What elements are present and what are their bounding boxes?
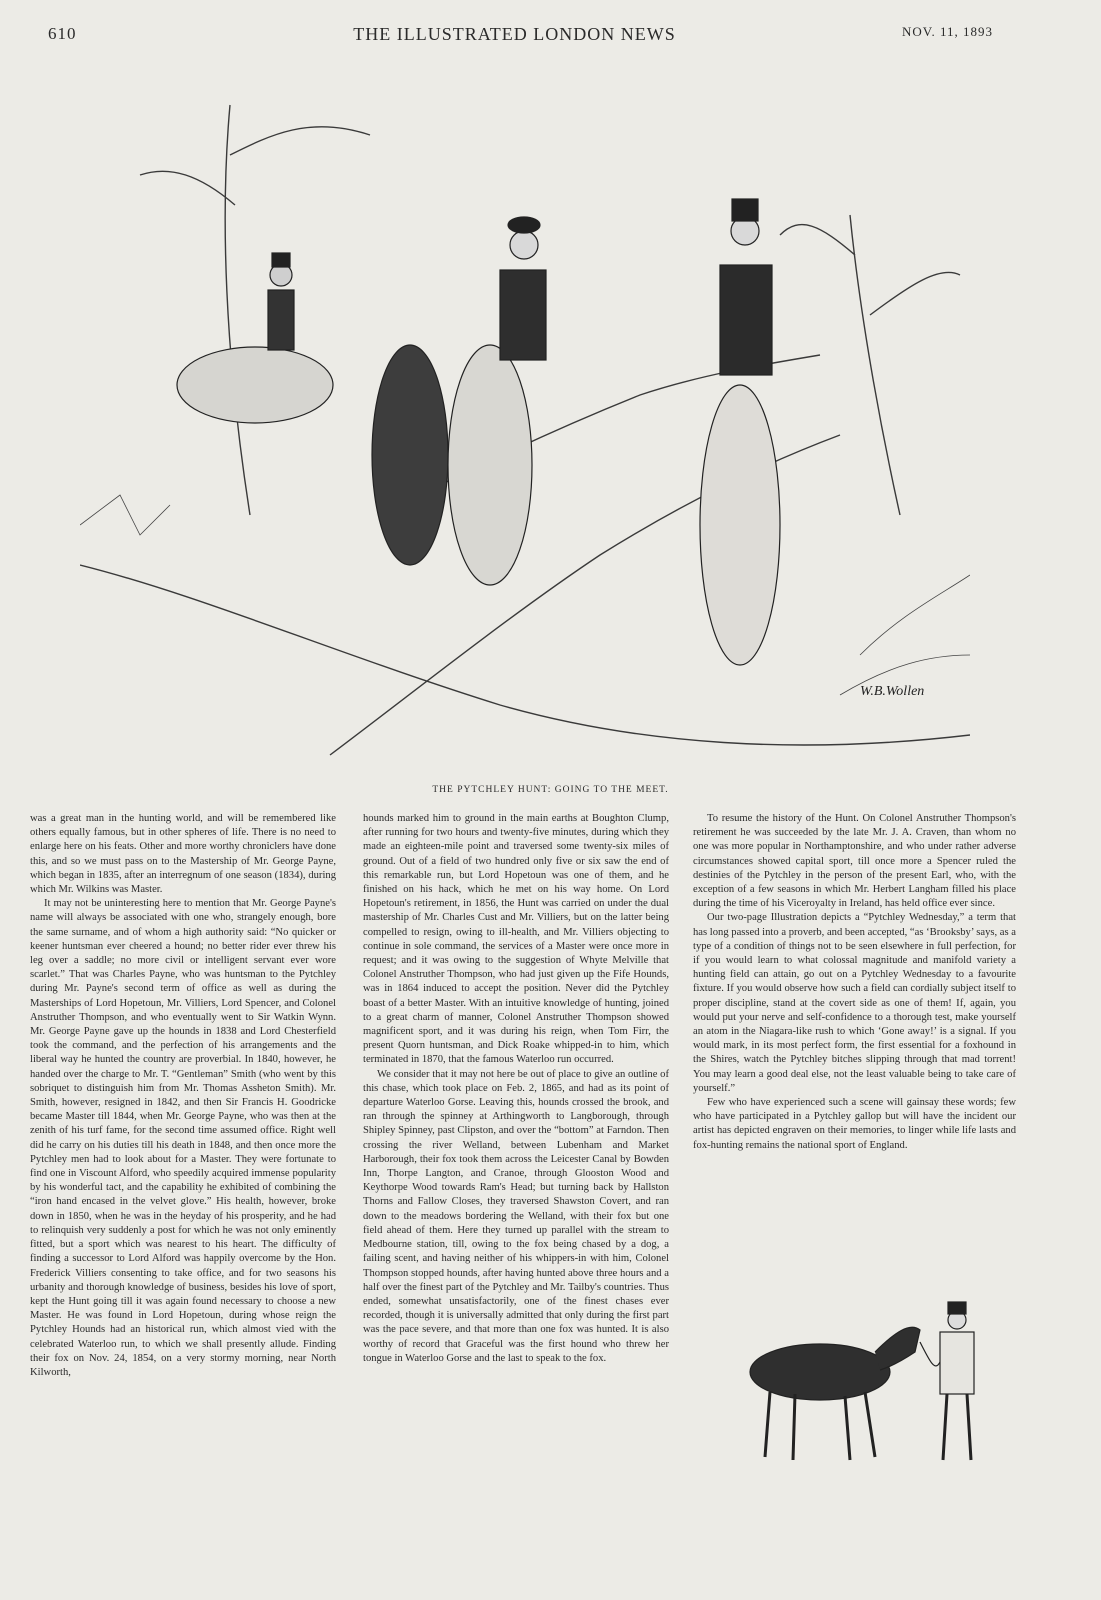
article-column-3 — [693, 812, 1016, 1153]
page-number: 610 — [48, 24, 77, 43]
paragraph: was a great man in the hunting world, and will be remembered like others equally famous, but in other spheres of life. There is no need to enlarge here on his feats. Other and more worthy chroniclers have done this, and so we must pass on to the Mastership of Mr. George Payne, which began in 1835, after an interregnum of one season (1834), during which Mr. Wilkins was Master. — [30, 813, 336, 896]
paragraph: Our two-page Illustration depicts a “Pytchley Wednesday,” a term that has long passed into a proverb, and been accepted, “as ‘Brooksby’ says, as a type of a condition of things not to be seen elsewhere in full perfection, for if you would learn to what colossal magnitude and manifold variety a hunting field can attain, go out on a Pytchley Wednesday to a favourite fixture. If you would observe how such a field can cordially subject itself to proper discipline, stand at the covert side as one of them! If, again, you would put your nerve and self-confidence to a thorough test, make yourself an atom in the Niagara-like rush to which ‘Gone away!’ is a signal. If you would mark, in its most perfect form, the first essential for a foxhound in the Shires, watch the Pytchley bitches slipping through that mad torrent! You may learn a good deal else, not the least valuable being to take care of yourself.” — [693, 912, 1016, 1094]
paragraph: Few who have experienced such a scene will gainsay these words; few who have participated in a Pytchley gallop but will have the incident our artist has depicted engraven on their memories, to linger while life lasts and fox-hunting remains the national sport of England. — [693, 1097, 1016, 1151]
paragraph: It may not be uninteresting here to mention that Mr. George Payne's name will always be associated with one who, strangely enough, bore the same surname, and of whom a high authority said: “No quicker or keener huntsman ever cheered a hound; no better rider ever threw his leg over a saddle; no more civil or intelligent servant ever wore scarlet.” That was Charles Payne, who was huntsman to the Pytchley during Mr. Payne's second term of office as well as during the Masterships of Lord Hopetoun, Mr. Villiers, Lord Spencer, and Colonel Anstruther Thompson, and who eventually went to Sir Watkin Wynn. Mr. George Payne gave up the hounds in 1838 and Lord Chesterfield took the command, and the perfection of his arrangements and the liberal way he hunted the country are proverbial. In 1840, however, he handed over the charge to Mr. T. “Gentleman” Smith (who went by this sobriquet to distinguish him from Mr. Thomas Assheton Smith). Mr. Smith, however, resigned in 1842, and then Sir Francis H. Goodricke became Master till 1844, when Mr. George Payne, who was then at the zenith of his turf fame, for the second time assumed office. Right well did he carry on his duties till his death in 1848, and then once more the Pytchley men had to look about for a Master. They were fortunate to find one in Viscount Alford, who speedily acquired immense popularity by his wonderful tact, and the capability he exhibited of combining the “iron hand encased in the velvet glove.” His health, however, broke down in 1850, when he was in the heyday of his prosperity, and he had to relinquish very suddenly a post for which he was not only eminently fitted, but a sport which was nearest to his heart. The difficulty of finding a successor to Lord Alford was happily overcome by the Hon. Frederick Villiers consenting to take office, and for two seasons his urbanity and thorough knowledge of business, besides his love of sport, kept the Hunt going till it was again found necessary to choose a new Master. He was found in Lord Hopetoun, during whose reign the Pytchley Hounds had an historical run, which almost vied with the celebrated Waterloo run, to which we shall presently allude. Finding their fox on Nov. 24, 1854, on a very stormy morning, near North Kilworth, — [30, 898, 336, 1378]
artist-signature: W.B.Wollen — [860, 684, 925, 699]
paragraph: To resume the history of the Hunt. On Colonel Anstruther Thompson's retirement he was succeeded by the late Mr. J. A. Craven, than whom no one was more popular in Northamptonshire, and who under rather adverse circumstances showed capital sport, till once more a Spencer ruled the destinies of the Pytchley in the person of the present Earl, who, with the exception of a few seasons in which Mr. Herbert Langham filled his place during the time of his Viceroyalty in Ireland, has held office ever since. — [693, 813, 1016, 910]
newspaper-title: THE ILLUSTRATED LONDON NEWS — [353, 24, 676, 44]
issue-date: NOV. 11, 1893 — [901, 24, 993, 39]
groom-with-horse-illustration — [725, 1292, 1025, 1472]
paragraph: We consider that it may not here be out of place to give an outline of this chase, which took place on Feb. 2, 1865, and had as its point of departure Waterloo Gorse. Leaving this, hounds crossed the brook, and ran through the spinney at Arthingworth to Langborough, through Shipley Spinney, past Clipston, and over the “bottom” at Farndon. Then crossing the river Welland, between Lubenham and Market Harborough, their fox took them across the Leicester Canal by Bowden Inn, Thorpe Langton, and Cranoe, through Glooston Wood and Keythorpe Wood towards Ram's Head; but turning back by Hallston Thorns and Fallow Closes, they traversed Shawston Covert, and ran down to the meadows bordering the Welland, with their fox but one field ahead of them. Here they turned up parallel with the stream to Medbourne station, till, owing to the fox being chased by a dog, a failing scent, and having neither of his whippers-in with him, Colonel Thompson stopped hounds, after having hunted above three hours and a half over the finest part of the Pytchley and Mr. Tailby's countries. Thus ended, somewhat unsatisfactorily, one of the finest chases ever recorded, though it is universally admitted that only during the first part was the pace severe, and that more than one fox was hunted. It is also worthy of record that Graceful was the first hound who threw her tongue in Waterloo Gorse and the last to speak to the fox. — [363, 1068, 669, 1364]
article-column-2 — [363, 812, 669, 1366]
masthead — [48, 24, 993, 50]
article-column-1 — [30, 812, 336, 1380]
hunt-riders-illustration — [80, 95, 970, 775]
paragraph: hounds marked him to ground in the main earths at Boughton Clump, after running for two hours and twenty-five minutes, during which they made an eighteen-mile point and traversed some twenty-six miles of ground. Out of a field of two hundred only five or six saw the end of this remarkable run, but Lord Hopetoun was one of them, and he finished on his hack, which he met on his way home. On Lord Hopetoun's retirement, in 1856, the Hunt was carried on under the dual mastership of Mr. Charles Cust and Mr. Villiers, but on the latter being compelled to resign, owing to ill-health, and Mr. Villiers objecting to continue in sole command, the services of a Master were once more in request; and it was owing to the suggestion of Whyte Melville that Colonel Anstruther Thompson, who had just given up the Fife Hounds, was in 1864 induced to accept the position. Never did the Pytchley boast of a better Master. With an intuitive knowledge of hunting, joined to a great charm of manner, Colonel Anstruther Thompson showed magnificent sport, and it was during his reign, when Tom Firr, the present Quorn huntsman, and Dick Roake whipped-in to him, which terminated in 1870, that the famous Waterloo run occurred. — [363, 813, 669, 1066]
illustration-caption: THE PYTCHLEY HUNT: GOING TO THE MEET. — [432, 785, 669, 795]
